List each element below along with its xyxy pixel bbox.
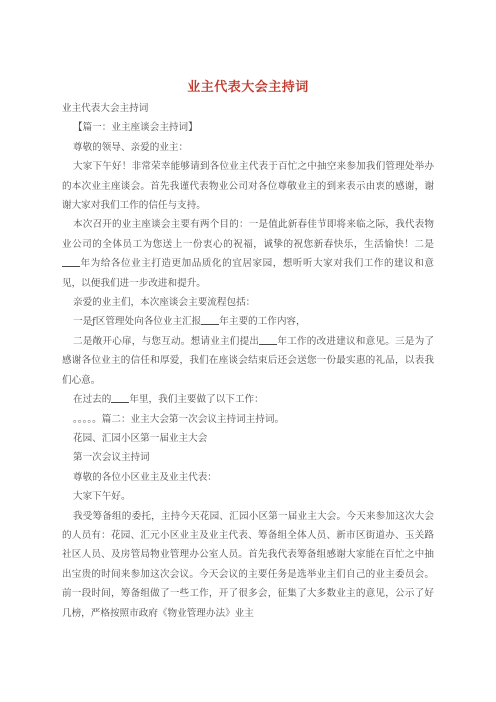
paragraph-text: 年工作的改进建议和意见。三是为了感谢各位业主的信任和厚爱，我们在座谈会结束后还会送您一份最实惠的礼品，以表我们心意。 [62,335,435,386]
paragraph-text: 尊敬的领导、亲爱的业主： [73,141,189,153]
paragraph-text: 本次召开的业主座谈会主要有两个目的：一是值此新春佳节即将来临之际，我代表物业公司的全体员工为您送上一份衷心的祝福，诚挚的祝您新春快乐，生活愉快！二是 [62,219,434,250]
paragraph [62,312,434,331]
document-title: 业主代表大会主持词 [187,80,309,95]
paragraph-text: 大家下午好。 [73,491,131,503]
paragraph-text: 在过去的 [73,394,112,406]
paragraph [62,410,434,429]
paragraph-text: 业主代表大会主持词 [62,103,149,114]
paragraph-text: 花园、汇园小区第一届业主大会 [73,432,208,444]
paragraph-text: 。。。。。篇二：业主大会第一次会议主持词主持词。 [73,413,285,425]
paragraph-text: 第一次会议主持词 [73,452,150,464]
paragraph [62,487,434,506]
paragraph [62,215,434,293]
paragraph [62,448,434,467]
paragraph [62,99,434,118]
paragraph [62,293,434,312]
fill-in-blank [201,314,219,325]
paragraph [62,429,434,448]
document-body [62,99,434,623]
paragraph-text: 年主要的工作内容， [219,316,306,328]
paragraph-text: 尊敬的各位小区业主及业主代表： [73,471,217,483]
paragraph [62,157,434,215]
paragraph-text: 年为给各位业主打造更加品质化的宜居家园，想听听大家对我们工作的建议和意见，以便我们进一步改进和提升。 [62,258,434,289]
paragraph-text: 一是ƒ区管理处向各位业主汇报 [73,316,202,328]
fill-in-blank [259,334,277,345]
paragraph-text: 我受筹备组的委托，主持今天花园、汇园小区第一届业主大会。今天来参加这次大会的人员有：花园、汇元小区业主及业主代表、筹备组全体人员、新市区街道办、玉关路社区人员、及房管局物业管理办公室人员。首先我代表筹备组感谢大家能在百忙之中抽出宝贵的时间来参加这次会议。今天会议的主要任务是选举业主们自己的业主委员会。前一段时间，筹备组做了一些工作，开了很多会，征集了大多数业主的意见，公示了好几榜，严格按照市政府《物业管理办法》业主 [62,510,434,619]
fill-in-blank [111,392,129,403]
fill-in-blank [62,256,80,267]
paragraph-text: 二是敞开心扉，与您互动。想请业主们提出 [73,335,260,347]
paragraph-text: 大家下午好！非常荣幸能够请到各位业主代表于百忙之中抽空来参加我们管理处举办的本次业主座谈会。首先我谨代表物业公司对各位尊敬业主的到来表示由衷的感谢，谢谢大家对我们工作的信任与支持。 [62,161,434,212]
paragraph [62,332,434,390]
paragraph-text: 【篇一：业主座谈会主持词】 [73,122,198,134]
paragraph [62,507,434,623]
paragraph-text: 年里，我们主要做了以下工作： [129,394,264,406]
paragraph [62,468,434,487]
paragraph [62,390,434,409]
paragraph [62,118,434,137]
paragraph [62,138,434,157]
paragraph-text: 亲爱的业主们，本次座谈会主要流程包括： [73,297,256,309]
